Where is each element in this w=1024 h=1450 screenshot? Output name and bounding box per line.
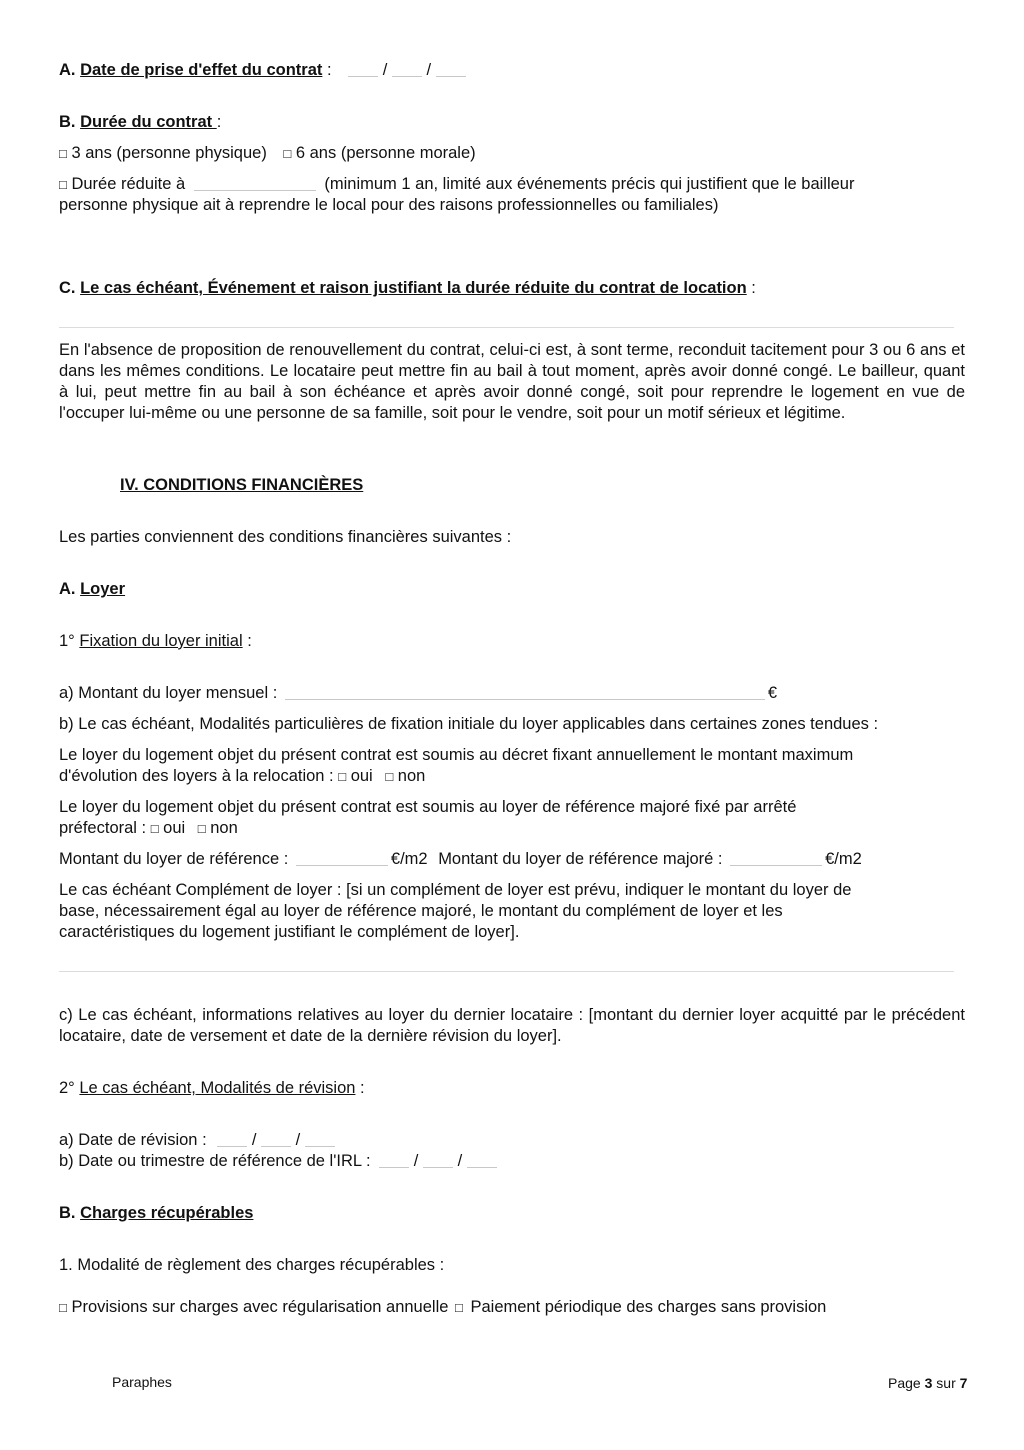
duration-title: Durée du contrat [80,113,217,131]
revision-day-field[interactable] [217,1130,247,1147]
last-tenant-paragraph: c) Le cas échéant, informations relatives au loyer du dernier locataire : [montant du dernier loyer acquitté par le précédent locataire, date de versement et date de la dernière révision du loyer]. [59,1006,965,1045]
revision-month-field[interactable] [261,1130,291,1147]
reference-rent-line-1: Le loyer du logement objet du présent contrat est soumis au loyer de référence majoré fixé par arrêté [59,798,797,816]
revision-date-line: a) Date de révision : / / [59,1130,335,1151]
start-day-field[interactable] [348,60,378,77]
checkbox-decree-no[interactable]: □ [385,769,394,784]
reference-major-rent-field[interactable] [730,849,822,866]
revision-heading: 2° Le cas échéant, Modalités de révision : [59,1079,365,1097]
initial-rent-heading: 1° Fixation du loyer initial : [59,632,252,650]
monthly-rent-field[interactable] [285,683,765,700]
rent-title: Loyer [80,580,126,598]
start-month-field[interactable] [392,60,422,77]
rent-heading: A. Loyer [59,580,126,598]
monthly-rent-line: a) Montant du loyer mensuel : € [59,684,778,702]
footer-page-number: Page 3 sur 7 [888,1375,968,1391]
revision-year-field[interactable] [305,1130,335,1147]
charges-options: □ Provisions sur charges avec régularisation annuelle □ Paiement périodique des charges sans provision [59,1298,827,1316]
special-modalities-label: b) Le cas échéant, Modalités particulières de fixation initiale du loyer applicables dans certaines zones tendues : [59,715,879,733]
reference-amounts-line: Montant du loyer de référence : €/m2 Montant du loyer de référence majoré : €/m2 [59,850,862,868]
renewal-paragraph: En l'absence de proposition de renouvellement du contrat, celui-ci est, à sont terme, reconduit tacitement pour 3 ou 6 ans et dans les mêmes conditions. Le locataire peut mettre fin au bail à tout moment, après avoir donné congé. Le bailleur, quant à lui, peut mettre fin au bail à son échéance et après avoir donné congé, soit pour reprendre le logement en vue de l'occuper lui-même ou une personne de sa famille, soit pour le vendre, soit pour un motif sérieux et légitime. [59,341,965,422]
charges-heading: B. Charges récupérables [59,1204,254,1222]
checkbox-reference-no[interactable]: □ [197,821,206,836]
checkbox-reduced-duration[interactable]: □ [59,177,67,192]
reference-rent-line-2: préfectoral : □ oui □ non [59,819,238,837]
reduced-duration-field[interactable] [194,174,316,191]
reduced-duration-line: □ Durée réduite à (minimum 1 an, limité aux événements précis qui justifient que le bailleur [59,175,855,193]
reduction-reason-field[interactable] [59,327,954,328]
checkbox-reference-yes[interactable]: □ [150,821,159,836]
checkbox-3-years[interactable]: □ [59,146,67,161]
option-3-years-label: 3 ans (personne physique) [71,144,267,162]
financial-intro: Les parties conviennent des conditions financières suivantes : [59,528,512,546]
section-iv-title: IV. CONDITIONS FINANCIÈRES [120,476,364,494]
footer-initials: Paraphes [112,1374,172,1390]
reduction-reason-heading: C. Le cas échéant, Événement et raison justifiant la durée réduite du contrat de location : [59,279,756,297]
irl-day-field[interactable] [379,1151,409,1168]
current-page: 3 [924,1375,933,1391]
decree-line-2: d'évolution des loyers à la relocation : □ oui □ non [59,767,426,785]
complement-line-2: base, nécessairement égal au loyer de référence majoré, le montant du complément de loyer et les [59,902,783,920]
irl-date-line: b) Date ou trimestre de référence de l'IRL : / / [59,1151,497,1172]
contract-start-title: Date de prise d'effet du contrat [80,61,323,79]
reference-rent-field[interactable] [296,849,388,866]
reduction-reason-title: Le cas échéant, Événement et raison justifiant la durée réduite du contrat de location [80,279,747,297]
option-6-years-label: 6 ans (personne morale) [295,144,476,162]
section-letter: A. [59,61,76,79]
start-year-field[interactable] [436,60,466,77]
complement-line-3: caractéristiques du logement justifiant le complément de loyer]. [59,923,520,941]
checkbox-provisions[interactable]: □ [59,1300,67,1315]
revision-title: Le cas échéant, Modalités de révision [79,1079,356,1097]
reduced-duration-note: personne physique ait à reprendre le local pour des raisons professionnelles ou familiales) [59,196,719,214]
contract-start-line: A. Date de prise d'effet du contrat : / / [59,60,466,81]
duration-heading: B. Durée du contrat : [59,113,222,131]
decree-line-1: Le loyer du logement objet du présent contrat est soumis au décret fixant annuellement le montant maximum [59,746,854,764]
irl-year-field[interactable] [467,1151,497,1168]
checkbox-periodic-payment[interactable]: □ [455,1300,463,1315]
irl-month-field[interactable] [423,1151,453,1168]
duration-options [59,143,476,164]
initial-rent-title: Fixation du loyer initial [79,632,243,650]
checkbox-decree-yes[interactable]: □ [338,769,347,784]
checkbox-6-years[interactable]: □ [283,146,292,161]
charges-payment-mode: 1. Modalité de règlement des charges récupérables : [59,1256,445,1274]
charges-title: Charges récupérables [80,1204,254,1222]
complement-field[interactable] [59,971,954,972]
complement-line-1: Le cas échéant Complément de loyer : [si un complément de loyer est prévu, indiquer le montant du loyer de [59,881,852,899]
total-pages: 7 [959,1375,968,1391]
